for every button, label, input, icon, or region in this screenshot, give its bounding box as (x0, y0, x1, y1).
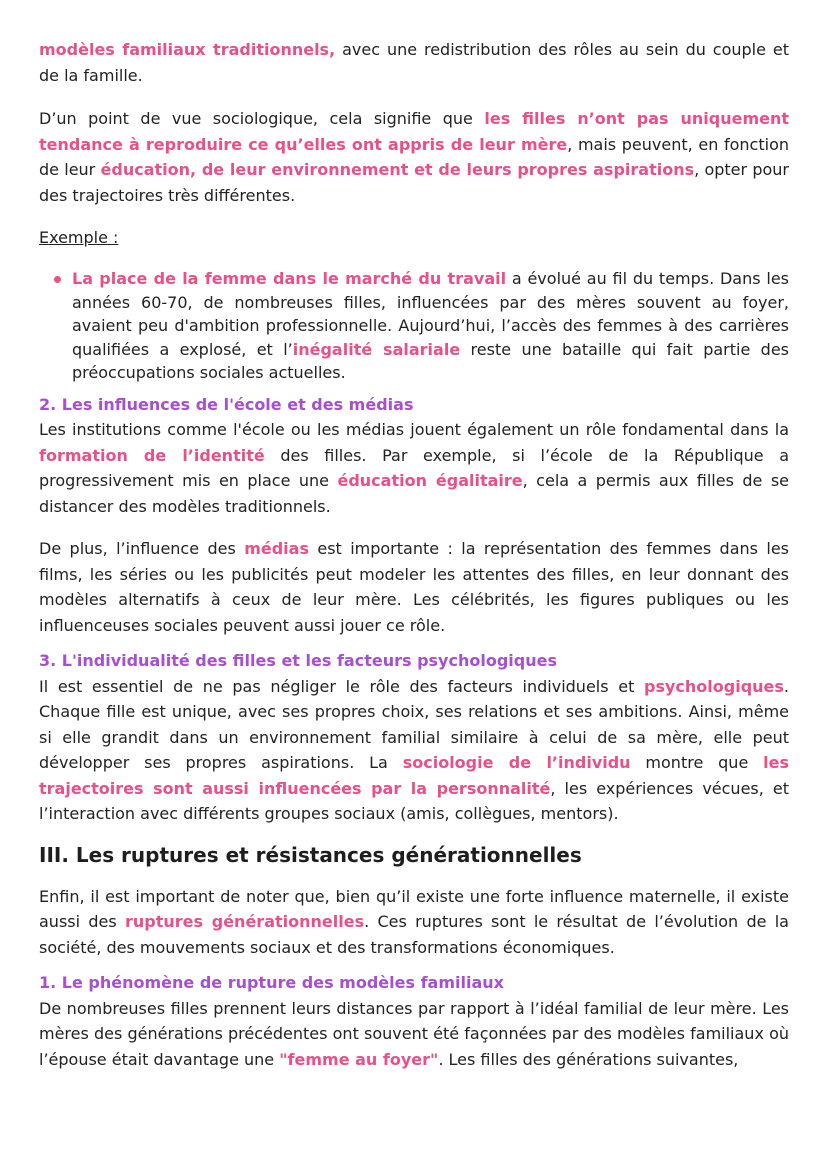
highlight-text: "femme au foyer" (279, 1049, 439, 1069)
paragraph-institutions (39, 417, 789, 519)
highlight-text: psychologiques (644, 676, 784, 696)
body-text: De plus, l’influence des (39, 539, 245, 558)
paragraph-ruptures (39, 884, 789, 961)
highlight-text: modèles familiaux traditionnels, (39, 40, 336, 59)
paragraph-media (39, 536, 789, 638)
paragraph-intro-end (39, 37, 789, 88)
body-text: . Ces ruptures sont le résultat de l’évolution de la société, des mouvements sociaux et des transformations économiques. (39, 912, 789, 957)
paragraph-sociology (39, 106, 789, 208)
body-text: , opter pour des trajectoires très différentes. (39, 160, 789, 205)
body-text: Les institutions comme l'école ou les médias jouent également un rôle fondamental dans la (39, 420, 789, 439)
section-heading: 3. L'individualité des filles et les facteurs psychologiques (39, 651, 557, 670)
highlight-text: La place de la femme dans le marché du travail (72, 269, 507, 288)
highlight-text: les filles n’ont pas uniquement tendance à reproduire ce qu’elles ont appris de leur mère (39, 109, 790, 154)
part-heading: III. Les ruptures et résistances générationnelles (39, 842, 582, 867)
body-text: est importante : la représentation des femmes dans les films, les séries ou les publicités peut modeler les attentes des filles, en leur donnant des modèles alternatifs à ceux de leur mère. Les célébrités, les figures publiques ou les influenceuses sociales peuvent aussi jouer ce rôle. (39, 539, 790, 635)
body-text: reste une bataille qui fait partie des préoccupations sociales actuelles. (72, 339, 790, 382)
body-text: D’un point de vue sociologique, cela signifie que (39, 109, 485, 128)
body-text: des filles. Par exemple, si l’école de la République a progressivement mis en place une (39, 445, 789, 490)
body-text: , cela a permis aux filles de se distancer des modèles traditionnels. (39, 471, 789, 516)
paragraph-individuality (39, 674, 789, 827)
body-text: , les expériences vécues, et l’interaction avec différents groupes sociaux (amis, collègues, mentors). (39, 778, 790, 823)
bullet-icon (54, 276, 61, 283)
body-text: Il est essentiel de ne pas négliger le rôle des facteurs individuels et (39, 676, 644, 696)
highlight-text: éducation, de leur environnement et de leurs propres aspirations (100, 160, 695, 179)
body-text: avec une redistribution des rôles au sein du couple et de la famille. (39, 40, 790, 85)
body-text: a évolué au fil du temps. Dans les années 60-70, de nombreuses filles, influencées par des mères souvent au foyer, avaient peu d'ambition professionnelle. Aujourd’hui, l’accès des femmes à des carrières qualifiées a explosé, et l’ (72, 269, 789, 359)
highlight-text: sociologie de l’individu (402, 753, 631, 772)
highlight-text: inégalité salariale (292, 339, 461, 359)
section-heading: 2. Les influences de l'école et des médias (39, 394, 414, 414)
body-text: De nombreuses filles prennent leurs distances par rapport à l’idéal familial de leur mère. Les mères des générations précédentes ont souvent été façonnées par des modèles familiaux où l’épouse était davantage une (39, 998, 789, 1069)
highlight-text: les trajectoires sont aussi influencées par la personnalité (39, 753, 789, 798)
document-page (39, 37, 789, 1072)
section-heading: 1. Le phénomène de rupture des modèles familiaux (39, 973, 504, 992)
example-list (39, 267, 789, 385)
list-item (39, 267, 789, 385)
highlight-text: médias (244, 539, 309, 558)
paragraph-rupture-models (39, 996, 789, 1073)
body-text: , mais peuvent, en fonction de leur (39, 134, 790, 179)
body-text: montre que (630, 753, 764, 772)
body-text: . Chaque fille est unique, avec ses propres choix, ses relations et ses ambitions. Ainsi, même si elle grandit dans un environnement familial similaire à celui de sa mère, elle peut développer ses propres aspirations. La (39, 676, 789, 772)
example-label: Exemple : (39, 228, 119, 247)
highlight-text: formation de l’identité (39, 445, 265, 465)
body-text: . Les filles des générations suivantes, (438, 1049, 739, 1069)
body-text: Enfin, il est important de noter que, bien qu’il existe une forte influence maternelle, il existe aussi des (39, 886, 789, 931)
highlight-text: ruptures générationnelles (124, 912, 365, 931)
highlight-text: éducation égalitaire (337, 471, 523, 490)
